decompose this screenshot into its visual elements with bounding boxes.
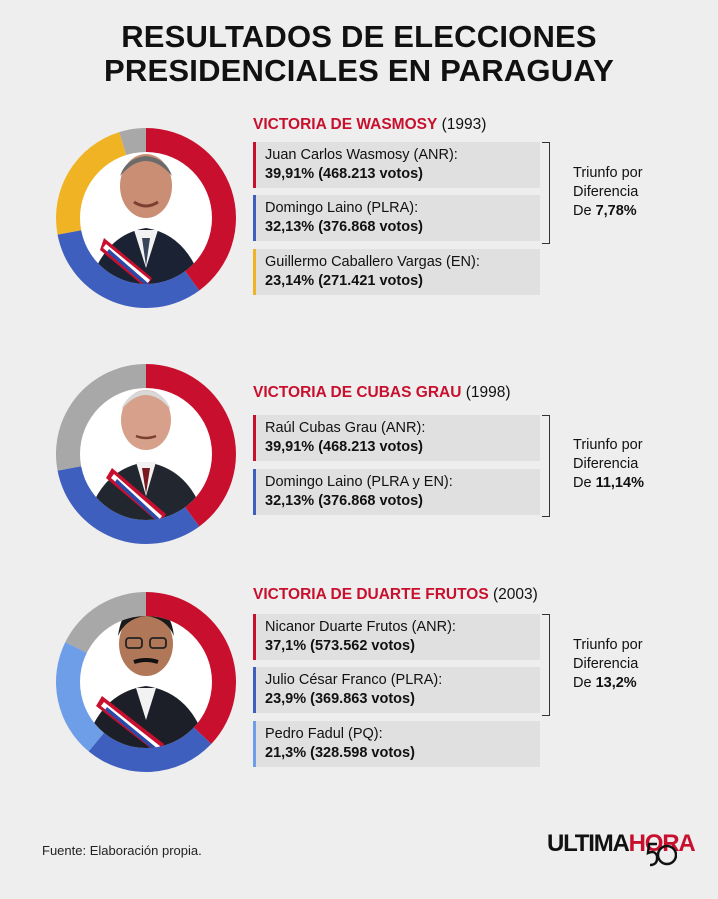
- candidate-label: Domingo Laino (PLRA):: [265, 200, 419, 216]
- candidate-card-wasmosy: [253, 142, 540, 188]
- heading-name: VICTORIA DE DUARTE FRUTOS: [253, 586, 489, 603]
- candidate-label: Nicanor Duarte Frutos (ANR):: [265, 619, 456, 635]
- margin-label-1993: [573, 164, 643, 221]
- margin-bracket: [542, 415, 550, 517]
- candidate-card-franco: [253, 667, 540, 713]
- margin-bracket: [542, 142, 550, 244]
- logo-part-2: HORA: [628, 830, 695, 857]
- anniversary-50-icon: [645, 840, 677, 870]
- logo-part-1: ULTIMA: [547, 830, 629, 857]
- margin-text-1: Triunfo por: [573, 165, 643, 181]
- heading-2003: [253, 586, 538, 604]
- margin-text-2: Diferencia: [573, 456, 639, 472]
- candidate-card-caballero: [253, 249, 540, 295]
- candidate-label: Guillermo Caballero Vargas (EN):: [265, 254, 480, 270]
- candidate-card-laino: [253, 195, 540, 241]
- candidate-label: Domingo Laino (PLRA y EN):: [265, 474, 453, 490]
- heading-year: (2003): [492, 586, 538, 603]
- margin-text-1: Triunfo por: [573, 437, 643, 453]
- candidate-result: 23,14% (271.421 votos): [265, 273, 423, 289]
- margin-value: 7,78%: [595, 203, 637, 219]
- margin-text-3: De 7,78%: [573, 203, 637, 219]
- heading-name: VICTORIA DE WASMOSY: [253, 116, 438, 133]
- margin-text-1: Triunfo por: [573, 637, 643, 653]
- candidate-card-cubas: [253, 415, 540, 461]
- heading-year: (1998): [465, 384, 511, 401]
- candidate-label: Julio César Franco (PLRA):: [265, 672, 443, 688]
- candidate-card-laino: [253, 469, 540, 515]
- candidate-result: 32,13% (376.868 votos): [265, 493, 423, 509]
- page-title: [0, 20, 718, 88]
- candidate-result: 37,1% (573.562 votos): [265, 638, 415, 654]
- candidate-label: Pedro Fadul (PQ):: [265, 726, 383, 742]
- donut-svg-2003: [56, 592, 236, 772]
- candidate-card-fadul: [253, 721, 540, 767]
- margin-text-2: Diferencia: [573, 656, 639, 672]
- donut-chart-1998: [56, 364, 236, 544]
- donut-svg-1998: [56, 364, 236, 544]
- margin-label-2003: [573, 636, 643, 693]
- candidate-label: Raúl Cubas Grau (ANR):: [265, 420, 426, 436]
- candidate-result: 39,91% (468.213 votos): [265, 166, 423, 182]
- title-line-1: RESULTADOS DE ELECCIONES: [121, 19, 597, 54]
- source-note: Fuente: Elaboración propia.: [42, 843, 202, 858]
- title-line-2: PRESIDENCIALES EN PARAGUAY: [104, 53, 614, 88]
- donut-chart-2003: [56, 592, 236, 772]
- candidate-label: Juan Carlos Wasmosy (ANR):: [265, 147, 458, 163]
- donut-svg-1993: [56, 128, 236, 308]
- heading-1998: [253, 384, 511, 402]
- margin-value: 11,14%: [595, 475, 644, 491]
- margin-value: 13,2%: [595, 675, 637, 691]
- margin-label-1998: [573, 436, 644, 493]
- heading-1993: [253, 116, 486, 134]
- candidate-result: 32,13% (376.868 votos): [265, 219, 423, 235]
- candidate-result: 21,3% (328.598 votos): [265, 745, 415, 761]
- candidate-card-duarte: [253, 614, 540, 660]
- margin-text-3: De 13,2%: [573, 675, 637, 691]
- heading-year: (1993): [441, 116, 487, 133]
- margin-bracket: [542, 614, 550, 716]
- margin-text-3: De 11,14%: [573, 475, 644, 491]
- margin-text-2: Diferencia: [573, 184, 639, 200]
- candidate-result: 23,9% (369.863 votos): [265, 691, 415, 707]
- heading-name: VICTORIA DE CUBAS GRAU: [253, 384, 462, 401]
- donut-chart-1993: [56, 128, 236, 308]
- candidate-result: 39,91% (468.213 votos): [265, 439, 423, 455]
